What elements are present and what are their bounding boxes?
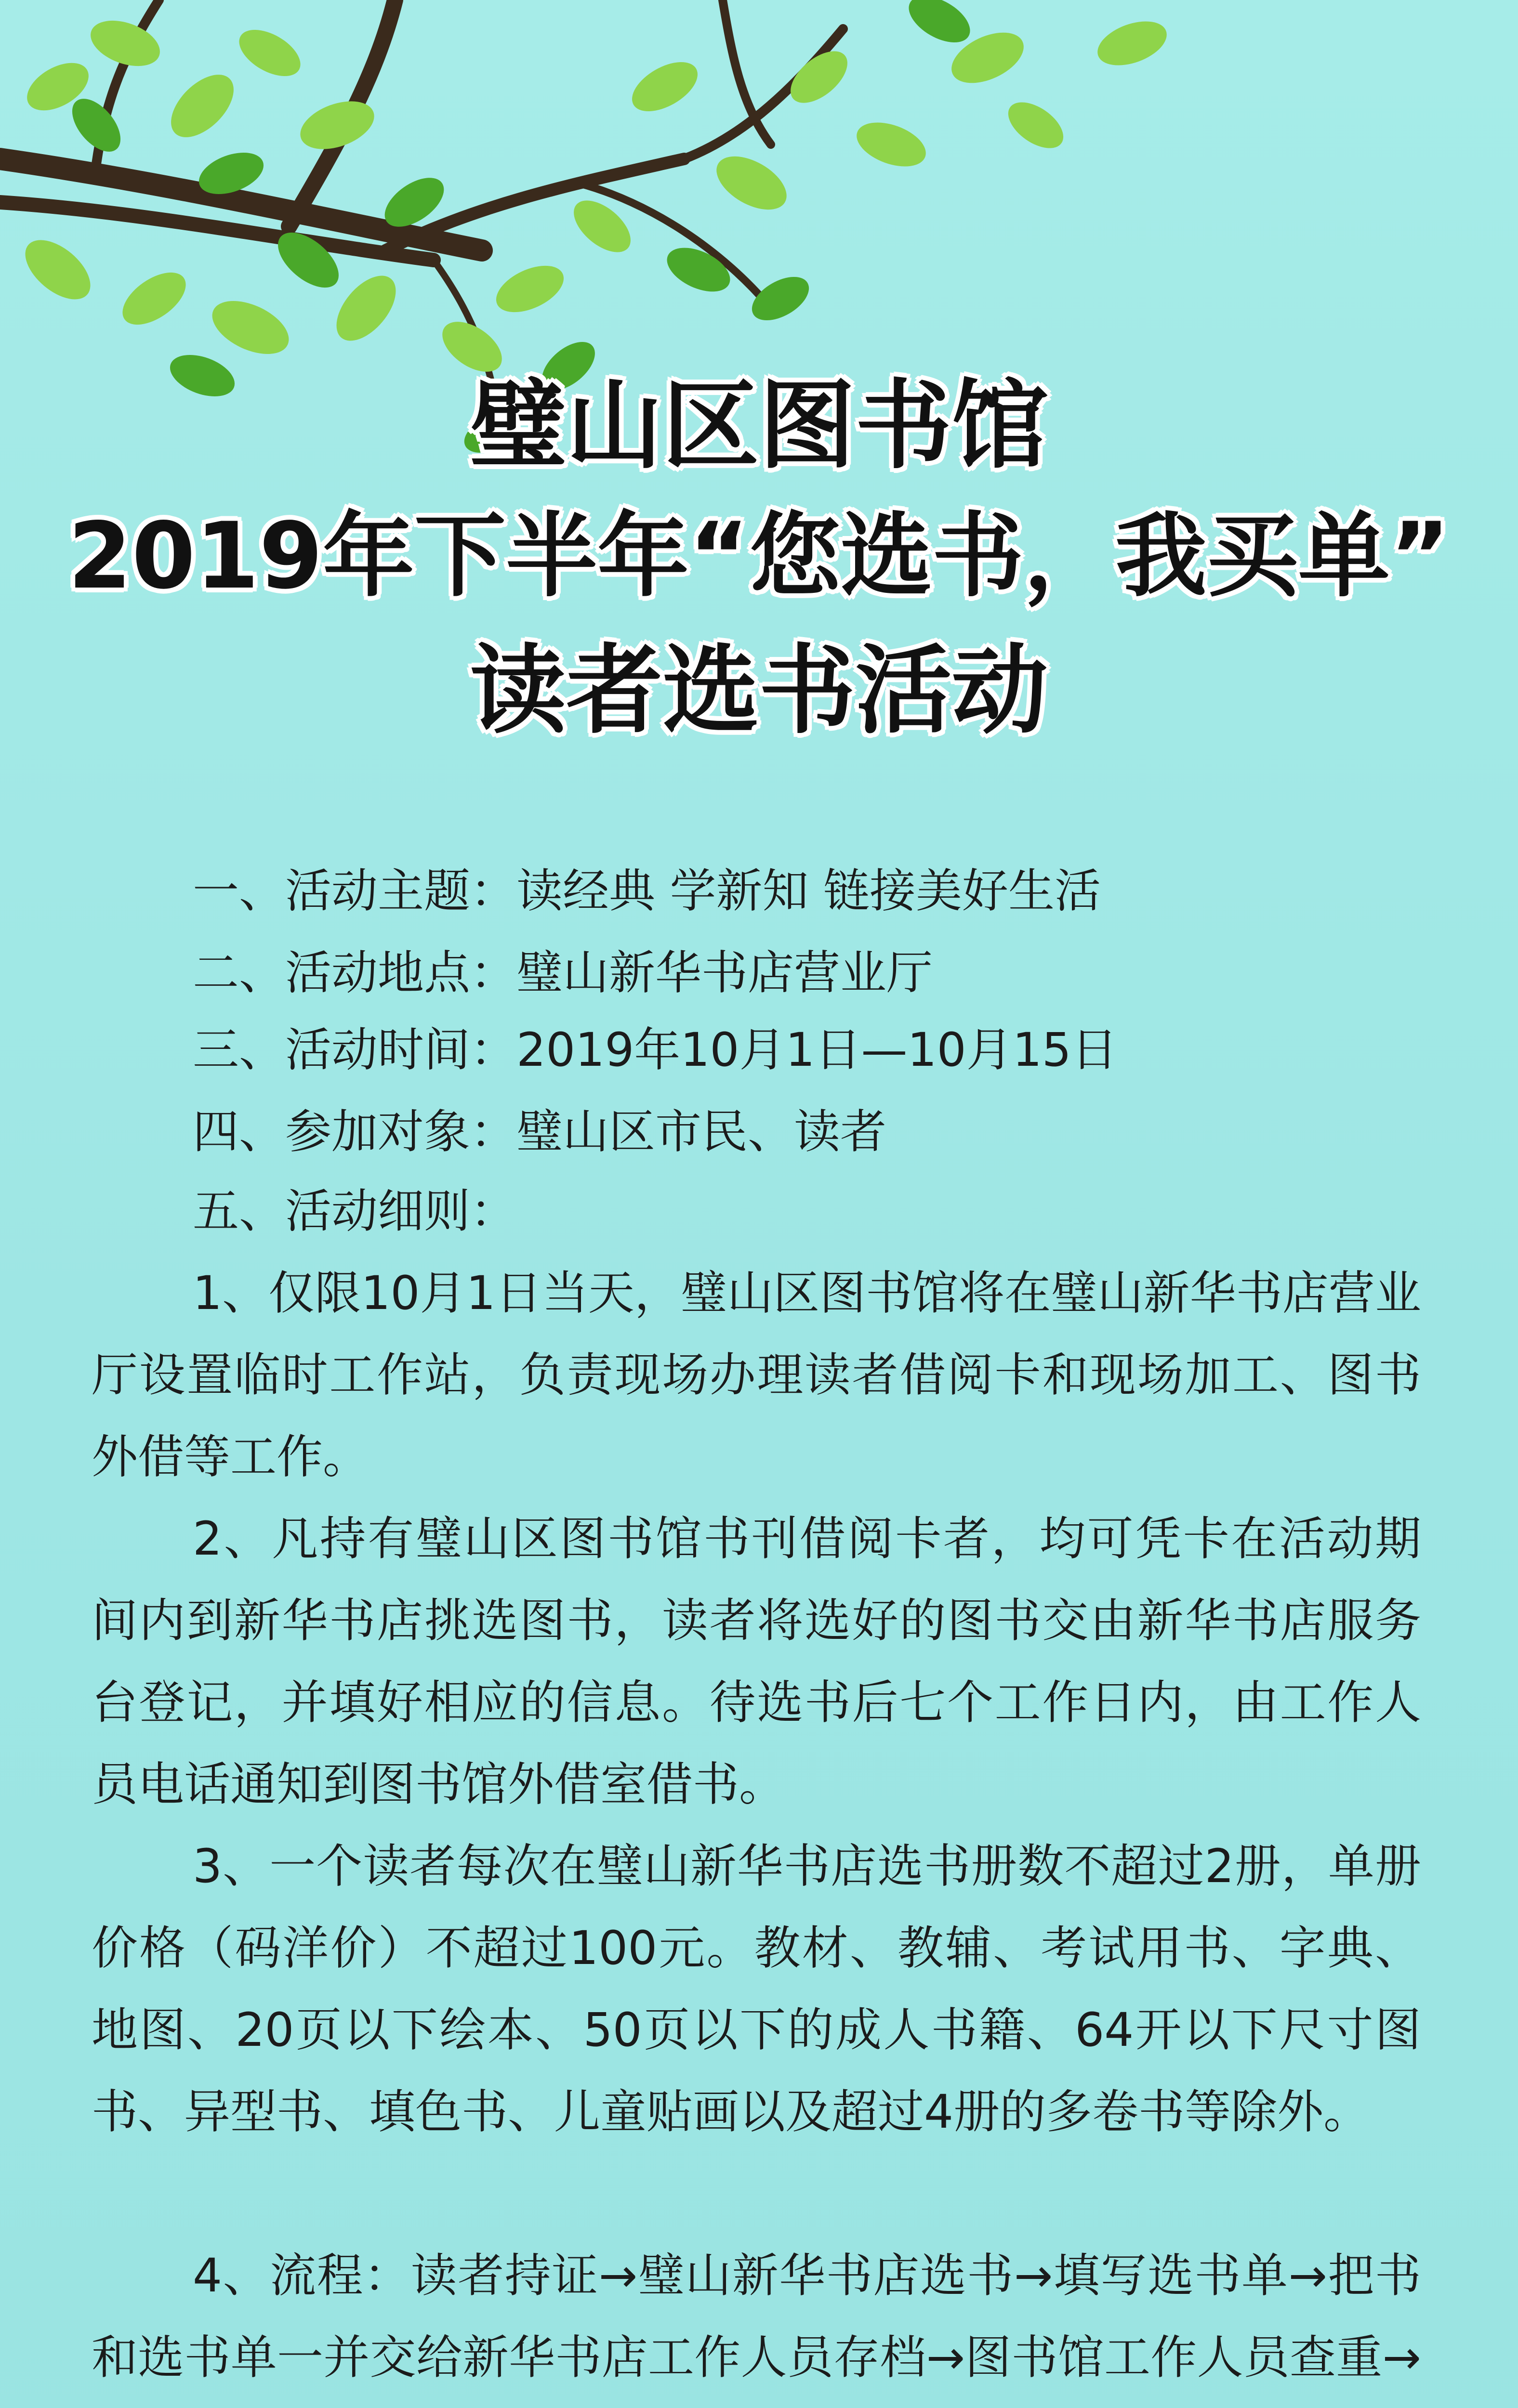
activity-venue: 二、活动地点：璧山新华书店营业厅 (193, 946, 933, 1000)
rules-heading: 五、活动细则： (193, 1184, 516, 1238)
page-title-line2: 2019年下半年“您选书，我买单” (68, 503, 1450, 609)
rule-3: 3、一个读者每次在璧山新华书店选书册数不超过2册，单册价格（码洋价）不超过100元。教材、教辅、考试用书、字典、地图、20页以下绘本、50页以下的成人书籍、64开以下尺寸图书、异型书、填色书、儿童贴画以及超过4册的多卷书等除外。 (92, 1839, 1421, 2139)
rule-1: 1、仅限10月1日当天，璧山区图书馆将在璧山新华书店营业厅设置临时工作站，负责现场办理读者借阅卡和现场加工、图书外借等工作。 (92, 1266, 1421, 1484)
rule-4: 4、流程：读者持证→璧山新华书店选书→填写选书单→把书和选书单一并交给新华书店工作人员存档→图书馆工作人员查重→ (92, 2249, 1421, 2384)
activity-theme: 一、活动主题：读经典 学新知 链接美好生活 (193, 864, 1101, 918)
activity-time: 三、活动时间：2019年10月1日—10月15日 (193, 1023, 1118, 1077)
rule-2: 2、凡持有璧山区图书馆书刊借阅卡者，均可凭卡在活动期间内到新华书店挑选图书，读者将选好的图书交由新华书店服务台登记，并填好相应的信息。待选书后七个工作日内，由工作人员电话通知到图书馆外借室借书。 (92, 1512, 1421, 1811)
page-title-line1: 璧山区图书馆 (470, 370, 1048, 482)
page-title-line3: 读者选书活动 (470, 635, 1048, 747)
activity-audience: 四、参加对象：璧山区市民、读者 (193, 1105, 886, 1159)
